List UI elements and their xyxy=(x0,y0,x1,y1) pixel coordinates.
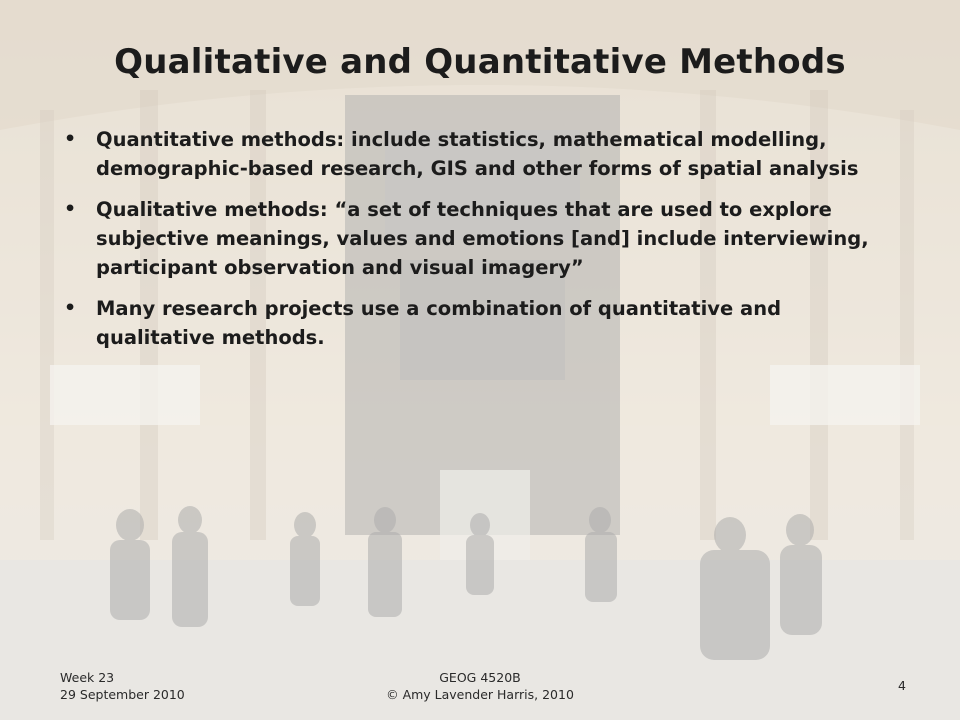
bullet-marker: • xyxy=(64,297,77,319)
footer-copyright: © Amy Lavender Harris, 2010 xyxy=(386,687,574,702)
footer-date-text: 29 September 2010 xyxy=(60,687,185,702)
bullet-item xyxy=(60,125,870,183)
bullet-item xyxy=(60,195,870,282)
footer-course xyxy=(340,669,620,703)
footer-course-code: GEOG 4520B xyxy=(439,670,521,685)
footer-date xyxy=(60,669,185,703)
bullet-list xyxy=(60,125,870,364)
bullet-text: Qualitative methods: “a set of techniques that are used to explore subjective meanings, values and emotions [and] include interviewing, participant observation and visual imagery” xyxy=(96,198,869,279)
bullet-marker: • xyxy=(64,198,77,220)
footer-week: Week 23 xyxy=(60,670,115,685)
bullet-item xyxy=(60,294,870,352)
bullet-marker: • xyxy=(64,128,77,150)
bullet-text: Quantitative methods: include statistics, mathematical modelling, demographic-based research, GIS and other forms of spatial analysis xyxy=(96,128,859,180)
slide-number: 4 xyxy=(898,678,906,693)
slide-title: Qualitative and Quantitative Methods xyxy=(114,42,846,82)
bullet-text: Many research projects use a combination of quantitative and qualitative methods. xyxy=(96,297,782,349)
